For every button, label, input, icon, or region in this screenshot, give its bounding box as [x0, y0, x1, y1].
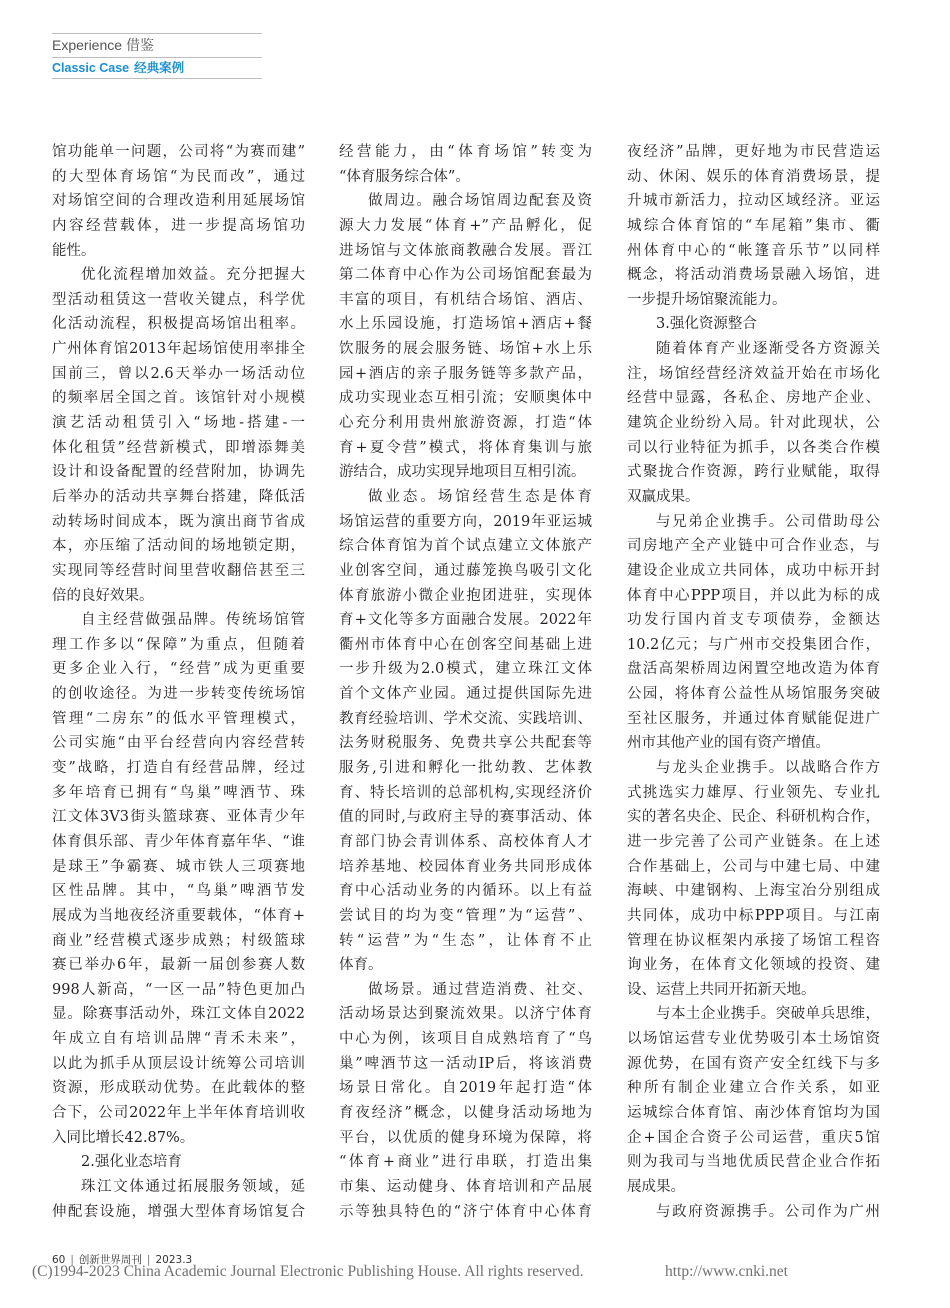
text-line: 经营中显露，各私企、房地产企业、	[627, 390, 880, 407]
text-line: 种所有制企业建立合作关系，如亚	[627, 1080, 880, 1097]
text-line: 场景日常化。自2019年起打造“体	[339, 1080, 592, 1097]
section-label-en: Experience	[52, 37, 123, 53]
text-line: 以此为抓手从顶层设计统筹公司培训	[52, 1055, 305, 1072]
paragraph	[339, 140, 592, 189]
text-line: 以场馆运营专业优势吸引本土场馆资	[627, 1031, 880, 1048]
column-label	[52, 60, 184, 76]
paragraph	[627, 337, 880, 509]
text-line: 入同比增长42.87%。	[52, 1129, 195, 1146]
text-line: “体育+商业”进行串联，打造出集	[339, 1154, 592, 1171]
text-line: 设计和设备配置的经营附加，协调先	[52, 464, 305, 481]
text-line: 中心为例，该项目自成熟培育了“鸟	[339, 1031, 592, 1048]
text-line: 丰富的项目，有机结合场馆、酒店、	[339, 291, 592, 308]
text-line: 升城市新活力，拉动区域经济。亚运	[627, 193, 880, 210]
text-line: 企+国企合资子公司运营，重庆5馆	[627, 1129, 880, 1146]
text-line: 心充分利用贵州旅游资源，打造“体	[339, 415, 592, 432]
text-line: 城综合体育馆的“车尾箱”集市、衢	[627, 217, 880, 234]
page-number: 60	[52, 1254, 66, 1266]
section-heading-text: 3.强化资源整合	[656, 316, 757, 333]
text-column-2	[339, 140, 592, 1224]
paragraph	[627, 140, 880, 312]
text-line: 内容经营载体，进一步提高场馆功	[52, 217, 305, 234]
issue-date: 2023.3	[155, 1254, 193, 1266]
text-line: 赛已举办6年，最新一届创参赛人数	[52, 957, 305, 974]
text-line: 是球王”争霸赛、城市铁人三项赛地	[52, 858, 305, 875]
text-line: 则为我司与当地优质民营企业合作拓	[627, 1154, 880, 1171]
text-line: 伸配套设施，增强大型体育场馆复合	[52, 1203, 305, 1220]
text-line: 海峡、中建钢构、上海宝冶分别组成	[627, 883, 880, 900]
section-label-zh: 借鉴	[126, 37, 155, 53]
text-line: 建设企业成立共同体，成功中标开封	[627, 562, 880, 579]
text-line: 优化流程增加效益。充分把握大	[81, 267, 305, 284]
paragraph	[52, 1175, 305, 1224]
text-line: 与龙头企业携手。以战略合作方	[656, 760, 880, 777]
paragraph	[627, 1200, 880, 1225]
text-column-3	[627, 140, 880, 1224]
text-line: 游结合，成功实现异地项目互相引流。	[339, 464, 586, 481]
text-line: 与本土企业携手。突破单兵思维，	[656, 1006, 880, 1023]
text-line: 示等独具特色的“济宁体育中心体育	[339, 1203, 592, 1220]
footer-separator: |	[70, 1254, 74, 1266]
text-line: 的大型体育场馆“为民而改”，通过	[52, 168, 305, 185]
footer-separator: |	[146, 1254, 151, 1266]
text-line: 值的同时,与政府主导的赛事活动、体	[339, 809, 592, 826]
text-line: 与兄弟企业携手。公司借助母公	[656, 513, 880, 530]
text-line: 业创客空间，通过藤笼换鸟吸引文化	[339, 562, 592, 579]
text-line: 对场馆空间的合理改造利用延展场馆	[52, 193, 305, 210]
text-line: 建筑企业纷纷入局。针对此现状，公	[627, 415, 880, 432]
column-label-en: Classic Case	[52, 61, 130, 75]
text-line: 盘活高架桥周边闲置空地改造为体育	[627, 661, 880, 678]
text-line: 询业务，在体育文化领域的投资、建	[627, 957, 880, 974]
paragraph	[52, 140, 305, 263]
text-line: 年成立自有培训品牌“青禾未来”，	[52, 1031, 305, 1048]
text-line: 首个文体产业园。通过提供国际先进	[339, 686, 592, 703]
text-line: 尝试目的均为变“管理”为“运营”、	[339, 907, 592, 924]
text-line: 998人新高，“一区一品”特色更加凸	[52, 981, 305, 998]
text-line: 多年培育已拥有“鸟巢”啤酒节、珠	[52, 784, 305, 801]
text-line: 体育俱乐部、青少年体育嘉年华、“谁	[52, 833, 305, 850]
paragraph	[339, 485, 592, 978]
paragraph	[339, 978, 592, 1224]
journal-name: 创新世界周刊	[78, 1254, 142, 1266]
text-line: 展成果。	[627, 1178, 685, 1195]
paragraph	[52, 263, 305, 608]
section-label	[52, 36, 154, 54]
text-line: 管理“二房东”的低水平管理模式，	[52, 710, 305, 727]
paragraph	[627, 1002, 880, 1199]
text-line: 育、特长培训的总部机构,实现经济价	[339, 784, 592, 801]
text-line: 育部门协会青训体系、高校体育人才	[339, 833, 592, 850]
text-line: 水上乐园设施，打造场馆+酒店+餐	[339, 316, 592, 333]
text-line: 显。除赛事活动外，珠江文体自2022	[52, 1006, 305, 1023]
text-line: 化活动流程，积极提高场馆出租率。	[52, 316, 305, 333]
text-line: 教育经验培训、学术交流、实践培训、	[339, 710, 592, 727]
text-line: 做业态。场馆经营生态是体育	[368, 488, 592, 505]
text-line: 共同体，成功中标PPP项目。与江南	[627, 907, 880, 924]
text-line: 动、休闲、娱乐的体育消费场景，提	[627, 168, 880, 185]
text-line: 育+文化等多方面融合发展。2022年	[339, 612, 592, 629]
text-line: 10.2亿元；与广州市交投集团合作，	[627, 636, 880, 653]
paragraph	[52, 608, 305, 1150]
text-line: 体育。	[339, 957, 383, 974]
text-line: 变”战略，打造自有经营品牌，经过	[52, 760, 305, 777]
text-line: 馆功能单一问题，公司将“为赛而建”	[52, 144, 305, 160]
text-line: 饮服务的展会服务链、场馆+水上乐	[339, 341, 592, 358]
text-line: 活动场景达到聚流效果。以济宁体育	[339, 1006, 592, 1023]
header-rule-top	[52, 33, 262, 34]
text-line: 公园，将体育公益性从场馆服务突破	[627, 686, 880, 703]
text-line: 园+酒店的亲子服务链等多款产品，	[339, 365, 592, 382]
text-line: 自主经营做强品牌。传统场馆管	[81, 612, 305, 629]
text-line: 进场馆与文体旅商教融合发展。晋江	[339, 242, 592, 259]
text-line: 平台，以优质的健身环境为保障，将	[339, 1129, 592, 1146]
text-line: 展成为当地夜经济重要载体，“体育+	[52, 907, 305, 924]
text-line: 法务财税服务、免费共享公共配套等	[339, 735, 592, 752]
text-line: 设、运营上共同开拓新天地。	[627, 981, 816, 998]
text-line: 综合体育馆为首个试点建立文体旅产	[339, 538, 592, 555]
text-line: 合下，公司2022年上半年体育培训收	[52, 1104, 305, 1121]
section-heading	[52, 1150, 305, 1175]
text-line: 成功实现业态互相引流；安顺奥体中	[339, 390, 592, 407]
text-line: 更多企业入行，“经营”成为更重要	[52, 661, 305, 678]
text-line: 培养基地、校园体育业务共同形成体	[339, 858, 592, 875]
text-line: 随着体育产业逐渐受各方资源关	[656, 341, 880, 358]
text-line: 服务,引进和孵化一批幼教、艺体教	[339, 760, 592, 777]
text-line: 第二体育中心作为公司场馆配套最为	[339, 267, 592, 284]
text-line: 源大力发展“体育+”产品孵化，促	[339, 217, 592, 234]
text-line: 商业”经营模式逐步成熟；村级篮球	[52, 932, 305, 949]
paragraph	[339, 189, 592, 485]
text-line: 珠江文体通过拓展服务领域，延	[81, 1178, 305, 1195]
text-column-1	[52, 140, 305, 1224]
paragraph	[627, 756, 880, 1002]
text-line: 州体育中心的“帐篷音乐节”以同样	[627, 242, 880, 259]
text-line: 巢”啤酒节这一活动IP后，将该消费	[339, 1055, 592, 1072]
header-rule-middle	[52, 57, 262, 58]
text-line: 区性品牌。其中，“鸟巢”啤酒节发	[52, 883, 305, 900]
text-line: 一步升级为2.0模式，建立珠江文体	[339, 661, 592, 678]
text-line: 合作基础上，公司与中建七局、中建	[627, 858, 880, 875]
text-line: 式挑选实力雄厚、行业领先、专业扎	[627, 784, 880, 801]
text-line: 育中心活动业务的内循环。以上有益	[339, 883, 592, 900]
section-heading	[627, 312, 880, 337]
text-line: 型活动租赁这一营收关键点，科学优	[52, 291, 305, 308]
text-line: 概念，将活动消费场景融入场馆，进	[627, 267, 880, 284]
text-line: 体育中心PPP项目，并以此为标的成	[627, 587, 880, 604]
text-line: 转“运营”为“生态”，让体育不止	[339, 932, 592, 949]
text-line: 公司实施“由平台经营向内容经营转	[52, 735, 305, 752]
header-rule-bottom	[52, 78, 262, 79]
text-line: 至社区服务，并通过体育赋能促进广	[627, 710, 880, 727]
text-line: 后举办的活动共享舞台搭建，降低活	[52, 488, 305, 505]
text-line: 司房地产全产业链中可合作业态，与	[627, 538, 880, 555]
text-line: 的创收途径。为进一步转变传统场馆	[52, 686, 305, 703]
text-line: 育+夏令营”模式，将体育集训与旅	[339, 439, 592, 456]
text-line: 式聚拢合作资源，跨行业赋能，取得	[627, 464, 880, 481]
text-line: 司以行业特征为抓手，以各类合作模	[627, 439, 880, 456]
text-line: 倍的良好效果。	[52, 587, 154, 604]
text-line: 体育旅游小微企业抱团进驻，实现体	[339, 587, 592, 604]
text-line: 夜经济”品牌，更好地为市民营造运	[627, 144, 880, 160]
text-line: “体育服务综合体”。	[339, 168, 470, 185]
text-line: 经营能力，由“体育场馆”转变为	[339, 144, 592, 160]
text-line: 市集、运动健身、体育培训和产品展	[339, 1178, 592, 1195]
text-line: 源优势，在国有资产安全红线下与多	[627, 1055, 880, 1072]
text-line: 双赢成果。	[627, 488, 700, 505]
text-line: 的频率居全国之首。该馆针对小规模	[52, 390, 305, 407]
text-line: 做周边。融合场馆周边配套及资	[368, 193, 592, 210]
text-line: 资源，形成联动优势。在此载体的整	[52, 1080, 305, 1097]
text-line: 功发行国内首支专项债券，金额达	[627, 612, 880, 629]
text-line: 本，亦压缩了活动间的场地锁定期，	[52, 538, 305, 555]
text-line: 管理在协议框架内承接了场馆工程咨	[627, 932, 880, 949]
text-line: 州市其他产业的国有资产增值。	[627, 735, 830, 752]
text-line: 进一步完善了公司产业链条。在上述	[627, 833, 880, 850]
text-line: 场馆运营的重要方向，2019年亚运城	[339, 513, 592, 530]
copyright-watermark: (C)1994-2023 China Academic Journal Electronic Publishing House. All rights reserved.	[32, 1263, 584, 1280]
column-label-zh: 经典案例	[134, 61, 185, 75]
text-line: 演艺活动租赁引入“场地-搭建-一	[52, 415, 305, 432]
section-heading-text: 2.强化业态培育	[81, 1154, 182, 1171]
text-line: 理工作多以“保障”为重点，但随着	[52, 636, 305, 653]
text-line: 动转场时间成本，既为演出商节省成	[52, 513, 305, 530]
text-line: 能性。	[52, 242, 96, 259]
text-line: 育夜经济”概念，以健身活动场地为	[339, 1104, 592, 1121]
text-line: 做场景。通过营造消费、社交、	[368, 981, 592, 998]
text-line: 广州体育馆2013年起场馆使用率排全	[52, 341, 305, 358]
watermark-url: http://www.cnki.net	[665, 1263, 788, 1280]
text-line: 衢州市体育中心在创客空间基础上进	[339, 636, 592, 653]
text-line: 运城综合体育馆、南沙体育馆均为国	[627, 1104, 880, 1121]
text-line: 实现同等经营时间里营收翻倍甚至三	[52, 562, 305, 579]
text-line: 与政府资源携手。公司作为广州	[656, 1203, 880, 1220]
text-line: 国前三，曾以2.6天举办一场活动位	[52, 365, 305, 382]
text-line: 一步提升场馆聚流能力。	[627, 291, 787, 308]
text-line: 注，场馆经营经济效益开始在市场化	[627, 365, 880, 382]
text-line: 体化租赁”经营新模式，即增添舞美	[52, 439, 305, 456]
paragraph	[627, 510, 880, 756]
text-line: 江文体3V3街头篮球赛、亚体青少年	[52, 809, 305, 826]
text-line: 实的著名央企、民企、科研机构合作，	[627, 809, 880, 826]
